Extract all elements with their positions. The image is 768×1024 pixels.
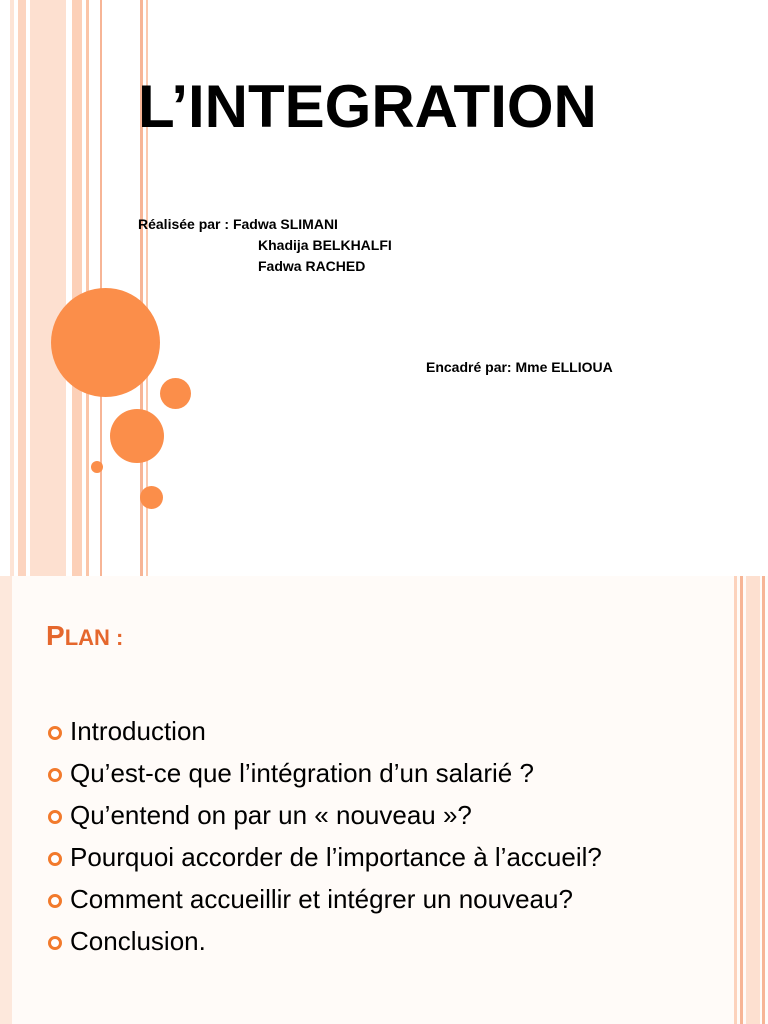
plan-list <box>46 714 686 966</box>
decorative-stripe <box>734 576 737 1024</box>
list-item-text: Qu’est-ce que l’intégration d’un salarié ? <box>70 758 534 788</box>
plan-heading-rest: LAN : <box>64 625 124 650</box>
decorative-circle <box>140 486 163 509</box>
decorative-stripe <box>762 576 765 1024</box>
plan-heading-initial: P <box>46 620 65 651</box>
bullet-icon <box>48 768 62 782</box>
bullet-icon <box>48 852 62 866</box>
list-item <box>46 798 686 832</box>
decorative-stripe <box>746 576 760 1024</box>
authors-block <box>138 214 392 277</box>
list-item <box>46 882 686 916</box>
decorative-circle-large <box>51 288 160 397</box>
list-item-text: Conclusion. <box>70 926 206 956</box>
bullet-icon <box>48 936 62 950</box>
author-line: Réalisée par : Fadwa SLIMANI <box>138 216 338 232</box>
decorative-stripe <box>86 0 89 576</box>
bullet-icon <box>48 894 62 908</box>
list-item-text: Qu’entend on par un « nouveau »? <box>70 800 472 830</box>
plan-heading <box>46 620 123 652</box>
bullet-icon <box>48 726 62 740</box>
slide-title: L’INTEGRATION <box>138 73 597 140</box>
author-line: Khadija BELKHALFI <box>258 237 392 253</box>
author-line: Fadwa RACHED <box>258 258 366 274</box>
decorative-stripe <box>18 0 26 576</box>
list-item-text: Introduction <box>70 716 206 746</box>
decorative-stripe <box>72 0 82 576</box>
decorative-stripe <box>30 0 66 576</box>
list-item <box>46 756 686 790</box>
list-item <box>46 840 686 874</box>
decorative-circle <box>91 461 103 473</box>
list-item-text: Comment accueillir et intégrer un nouveau? <box>70 884 573 914</box>
decorative-circle <box>110 409 164 463</box>
supervisor-line: Encadré par: Mme ELLIOUA <box>426 359 613 375</box>
decorative-circle <box>160 378 191 409</box>
list-item <box>46 714 686 748</box>
decorative-stripe <box>0 576 12 1024</box>
list-item-text: Pourquoi accorder de l’importance à l’accueil? <box>70 842 602 872</box>
decorative-stripe <box>10 0 14 576</box>
plan-slide <box>0 576 768 1024</box>
decorative-stripe <box>740 576 743 1024</box>
list-item <box>46 924 686 958</box>
bullet-icon <box>48 810 62 824</box>
